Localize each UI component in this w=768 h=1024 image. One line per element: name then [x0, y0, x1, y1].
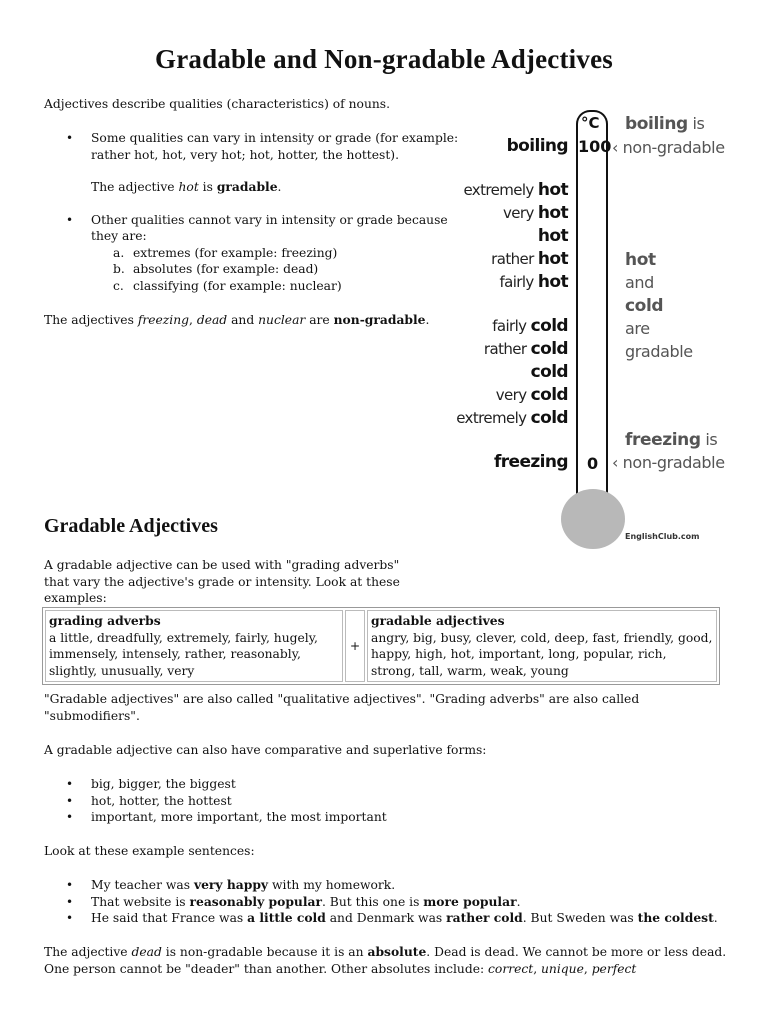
sentence-text: , — [189, 313, 197, 327]
example-text: The adjective — [91, 180, 179, 194]
gradable-note: gradable — [625, 342, 693, 361]
thermo-label: fairly cold — [492, 316, 568, 336]
table-heading: grading adverbs — [49, 613, 161, 628]
freezing-note-line2: ‹ non-gradable — [612, 453, 725, 472]
table-cell-plus: + — [345, 610, 365, 682]
sub-marker: a. — [113, 245, 125, 260]
bullet1-text: Some qualities can vary in intensity or grade (for example: rather hot, hot, very hot; hot, hotter, the hottest). — [91, 131, 459, 162]
list-item: • big, bigger, the biggest — [44, 776, 684, 793]
freezing-note: freezing is — [625, 430, 718, 450]
nongradable-sentence — [44, 312, 464, 329]
list-item: • important, more important, the most important — [44, 809, 684, 826]
sentence-text: are — [305, 313, 334, 327]
brand-logo: EnglishClub.com — [625, 532, 700, 541]
sub-list-item — [91, 261, 464, 278]
boiling-note: boiling is — [625, 114, 705, 134]
boiling-note-line2: ‹ non-gradable — [612, 138, 725, 157]
example-bold: gradable — [216, 179, 278, 194]
list-item: • My teacher was very happy with my homework. — [44, 877, 734, 894]
sub-list — [91, 245, 464, 295]
list-item: • That website is reasonably popular. But this one is more popular. — [44, 894, 734, 911]
gradable-intro: A gradable adjective can be used with "grading adverbs" that vary the adjective's grade or intensity. Look at these examples: — [44, 558, 400, 605]
list-item — [44, 212, 464, 295]
value-0: 0 — [587, 454, 599, 473]
comparative-list — [44, 776, 684, 826]
adverbs-adjectives-table — [42, 607, 720, 685]
also-called-text: "Gradable adjectives" are also called "qualitative adjectives". "Grading adverbs" are also called "submodifiers". — [44, 692, 640, 723]
sub-text: absolutes (for example: dead) — [133, 262, 319, 276]
gradable-note: cold — [625, 296, 664, 316]
examples-intro: Look at these example sentences: — [44, 844, 255, 858]
thermo-label: freezing — [493, 452, 568, 472]
gradable-note: hot — [625, 250, 656, 270]
thermo-label: very hot — [502, 203, 568, 223]
sentence-italic: freezing — [137, 313, 189, 327]
sub-marker: c. — [113, 278, 124, 293]
thermo-label: cold — [530, 362, 568, 382]
dead-paragraph: The adjective dead is non-gradable because it is an absolute. Dead is dead. We cannot be more or less dead. One person cannot be "deader" than another. Other absolutes include: correct, unique, perfect — [44, 944, 727, 976]
table-cell-adverbs — [45, 610, 343, 682]
sub-marker: b. — [113, 262, 125, 276]
sentence-text: The adjectives — [44, 313, 138, 327]
thermo-label: very cold — [495, 385, 568, 405]
thermo-label: hot — [537, 226, 568, 246]
thermo-label: boiling — [506, 136, 568, 156]
example-text: . — [277, 180, 282, 194]
thermo-label: rather cold — [483, 339, 568, 359]
bullet1-example — [91, 179, 464, 196]
thermo-label: extremely hot — [463, 180, 568, 200]
thermometer-tube — [576, 110, 608, 507]
thermometer-illustration — [456, 100, 760, 560]
list-item: • He said that France was a little cold and Denmark was rather cold. But Sweden was the coldest. — [44, 910, 734, 927]
comparative-intro: A gradable adjective can also have comparative and superlative forms: — [44, 743, 487, 757]
table-cell-adjectives — [367, 610, 717, 682]
sentence-bold: non-gradable — [333, 312, 426, 327]
list-item — [44, 130, 464, 196]
example-text: is — [198, 180, 217, 194]
list-item: • hot, hotter, the hottest — [44, 793, 684, 810]
table-body-text: angry, big, busy, clever, cold, deep, fast, friendly, good, happy, high, hot, important, long, popular, rich, strong, tall, warm, weak, young — [371, 630, 713, 678]
value-100: 100 — [578, 137, 612, 156]
sub-list-item — [91, 245, 464, 262]
bullet-list-qualities — [44, 130, 464, 294]
thermo-label: rather hot — [491, 249, 568, 269]
thermo-label: fairly hot — [499, 272, 568, 292]
thermometer-bulb — [561, 489, 625, 549]
example-word: hot — [178, 180, 199, 194]
sentence-text: . — [425, 313, 430, 327]
sub-text: classifying (for example: nuclear) — [133, 278, 342, 293]
sentence-italic: dead — [196, 313, 228, 327]
table-heading: gradable adjectives — [371, 613, 505, 628]
bullet2-text: Other qualities cannot vary in intensity or grade because they are: — [91, 212, 448, 243]
sentence-text: and — [227, 313, 259, 327]
sub-list-item — [91, 278, 464, 295]
table-row — [45, 610, 717, 682]
intro-text: Adjectives describe qualities (characteristics) of nouns. — [44, 97, 391, 111]
table-body-text: a little, dreadfully, extremely, fairly, hugely, immensely, intensely, rather, reasonably, slightly, unusually, very — [49, 630, 318, 678]
section-heading-gradable: Gradable Adjectives — [44, 515, 218, 537]
celsius-unit: °C — [581, 114, 600, 132]
thermo-label: extremely cold — [456, 408, 568, 428]
page-title: Gradable and Non-gradable Adjectives — [155, 44, 613, 74]
gradable-note: are — [625, 319, 650, 338]
sub-text: extremes (for example: freezing) — [133, 245, 338, 260]
examples-list — [44, 877, 734, 927]
sentence-italic: nuclear — [258, 313, 306, 327]
gradable-note: and — [625, 273, 654, 292]
